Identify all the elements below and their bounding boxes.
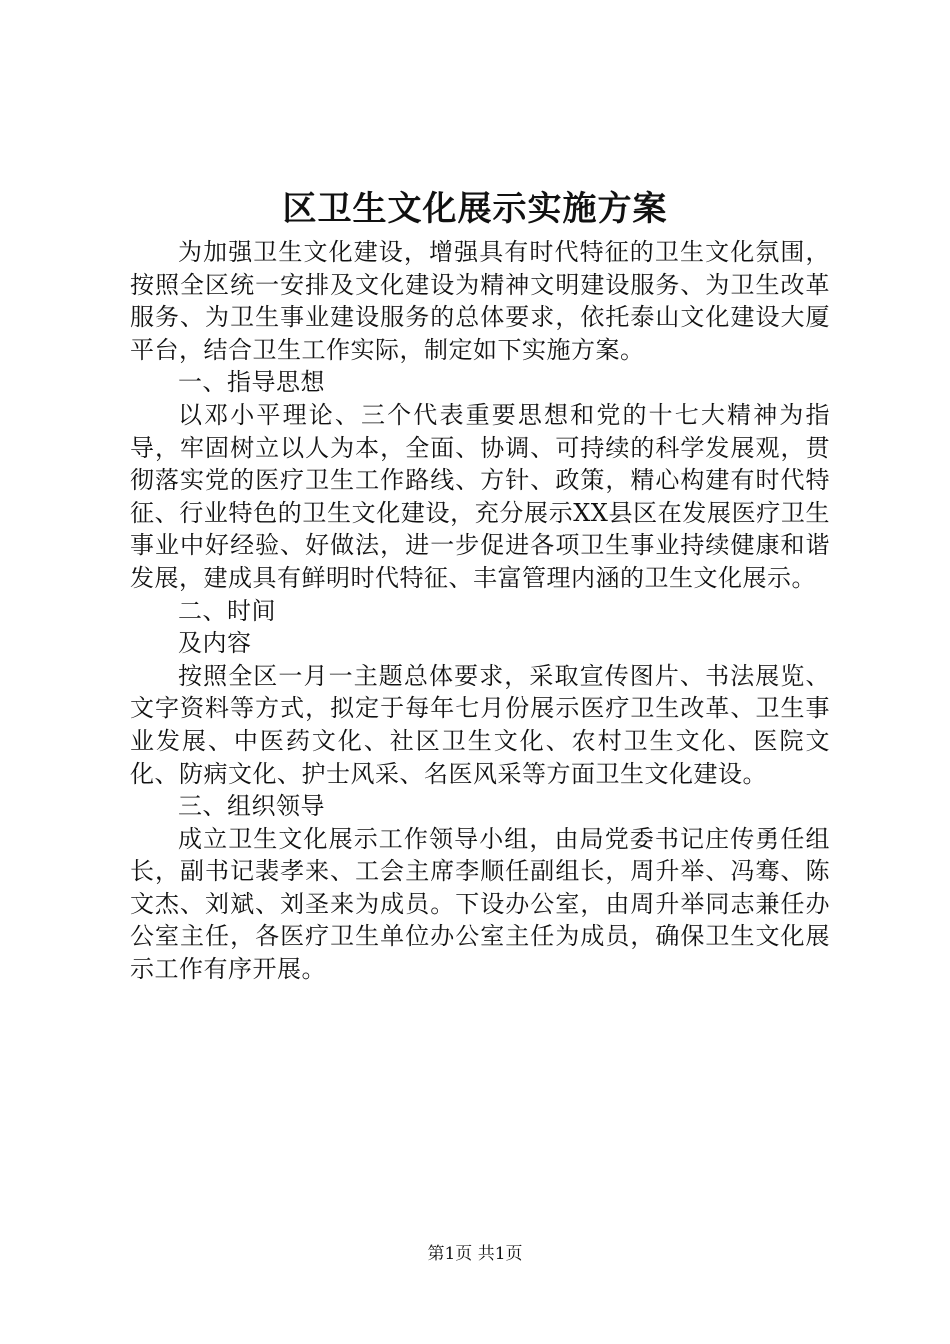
section-heading-time: 二、时间: [178, 596, 276, 625]
document-title: 区卫生文化展示实施方案: [282, 189, 668, 229]
section-paragraph-time-content: 按照全区一月一主题总体要求，采取宣传图片、书法展览、文字资料等方式，拟定于每年七月份展示医疗卫生改革、卫生事业发展、中医药文化、社区卫生文化、农村卫生文化、医院文化、防病文化、护士风采、名医风采等方面卫生文化建设。: [130, 661, 830, 788]
section-heading-guiding-thought: 一、指导思想: [178, 368, 325, 397]
intro-paragraph: 为加强卫生文化建设，增强具有时代特征的卫生文化氛围，按照全区统一安排及文化建设为精神文明建设服务、为卫生改革服务、为卫生事业建设服务的总体要求，依托泰山文化建设大厦平台，结合卫生工作实际，制定如下实施方案。: [130, 238, 830, 364]
page-footer: 第1页 共1页: [427, 1244, 523, 1264]
section-heading-content: 及内容: [178, 629, 252, 658]
section-paragraph-guiding-thought: 以邓小平理论、三个代表重要思想和党的十七大精神为指导，牢固树立以人为本，全面、协调、可持续的科学发展观，贯彻落实党的医疗卫生工作路线、方针、政策，精心构建有时代特征、行业特色的卫生文化建设，充分展示XX县区在发展医疗卫生事业中好经验、好做法，进一步促进各项卫生事业持续健康和谐发展，建成具有鲜明时代特征、丰富管理内涵的卫生文化展示。: [130, 400, 830, 592]
section-paragraph-organization: 成立卫生文化展示工作领导小组，由局党委书记庄传勇任组长，副书记裴孝来、工会主席李顺任副组长，周升举、冯骞、陈文杰、刘斌、刘圣来为成员。下设办公室，由周升举同志兼任办公室主任，各医疗卫生单位办公室主任为成员，确保卫生文化展示工作有序开展。: [130, 824, 830, 984]
document-body: [130, 236, 830, 986]
section-heading-organization: 三、组织领导: [178, 792, 325, 821]
